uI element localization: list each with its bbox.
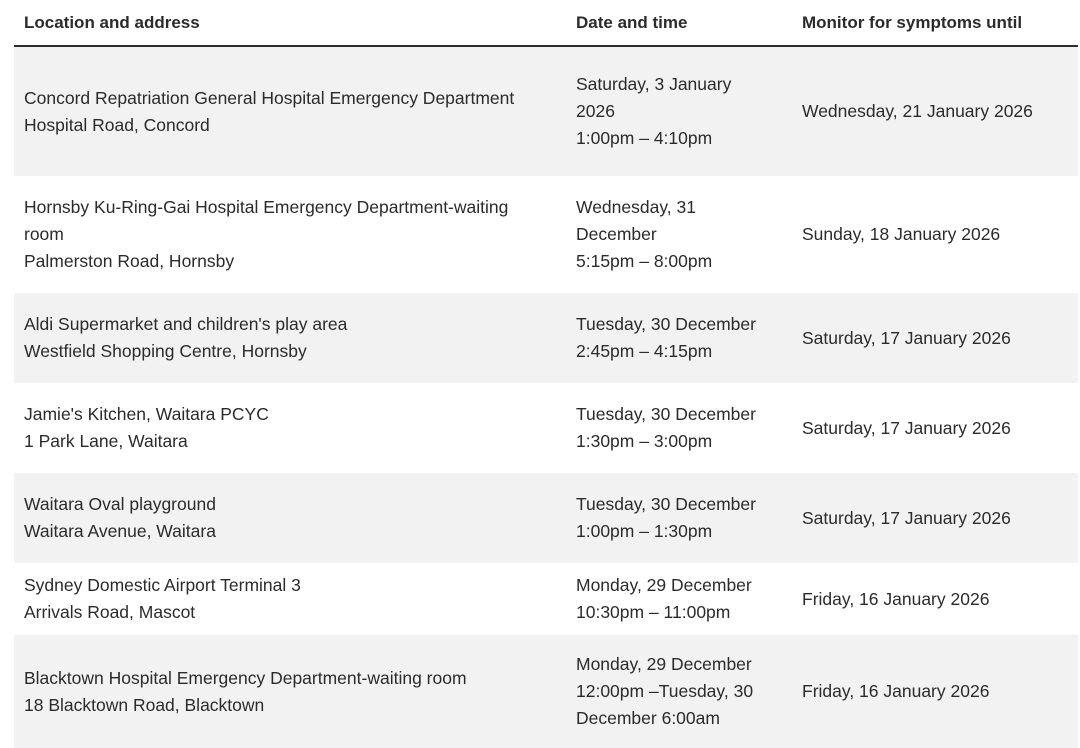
location-name: Concord Repatriation General Hospital Emergency Department — [24, 87, 515, 108]
location-cell — [14, 473, 566, 563]
date-time-cell — [566, 473, 792, 563]
date-line: December — [576, 224, 657, 244]
date-line: Monday, 29 December — [576, 654, 752, 674]
location-name: Waitara Oval playground — [24, 494, 216, 514]
location-address: Palmerston Road, Hornsby — [24, 251, 235, 271]
location-cell — [14, 635, 566, 748]
table-row — [14, 563, 1078, 635]
time-range: 1:00pm – 4:10pm — [576, 128, 713, 148]
date-line: Tuesday, 30 December — [576, 314, 756, 334]
location-address: Arrivals Road, Mascot — [24, 602, 196, 622]
table-row — [14, 635, 1078, 748]
location-address: 18 Blacktown Road, Blacktown — [24, 694, 265, 715]
location-cell — [14, 46, 566, 176]
date-time-cell — [566, 46, 792, 176]
date-line: Tuesday, 30 December — [576, 494, 756, 514]
time-range: 1:00pm – 1:30pm — [576, 521, 713, 541]
table-row — [14, 293, 1078, 383]
monitor-until-cell: Sunday, 18 January 2026 — [792, 176, 1078, 293]
date-line: Tuesday, 30 December — [576, 404, 756, 424]
location-cell — [14, 563, 566, 635]
date-time-cell — [566, 176, 792, 293]
date-time-cell — [566, 293, 792, 383]
location-cell — [14, 293, 566, 383]
time-range: 12:00pm –Tuesday, 30 — [576, 681, 754, 701]
location-name: Blacktown Hospital Emergency Department-waiting room — [24, 667, 467, 688]
date-time-cell — [566, 383, 792, 473]
date-time-cell — [566, 563, 792, 635]
location-cell — [14, 383, 566, 473]
time-range: 10:30pm – 11:00pm — [576, 602, 731, 622]
location-address: Hospital Road, Concord — [24, 114, 210, 135]
header-date-time: Date and time — [566, 0, 792, 46]
header-monitor-until: Monitor for symptoms until — [792, 0, 1078, 46]
location-address: Westfield Shopping Centre, Hornsby — [24, 341, 307, 361]
date-line: 2026 — [576, 101, 615, 121]
exposure-sites-table — [14, 0, 1078, 748]
monitor-until-cell: Saturday, 17 January 2026 — [792, 293, 1078, 383]
monitor-until-cell: Wednesday, 21 January 2026 — [792, 46, 1078, 176]
location-name: Jamie's Kitchen, Waitara PCYC — [24, 404, 269, 424]
monitor-until-cell: Saturday, 17 January 2026 — [792, 473, 1078, 563]
time-range: 5:15pm – 8:00pm — [576, 251, 713, 271]
date-line: Wednesday, 31 — [576, 197, 696, 217]
table-row — [14, 473, 1078, 563]
table-header — [14, 0, 1078, 46]
time-range: 2:45pm – 4:15pm — [576, 341, 713, 361]
table-row — [14, 46, 1078, 176]
table-body — [14, 46, 1078, 748]
monitor-until-cell: Friday, 16 January 2026 — [792, 563, 1078, 635]
location-name: Aldi Supermarket and children's play area — [24, 314, 348, 334]
location-cell — [14, 176, 566, 293]
date-line: Monday, 29 December — [576, 575, 752, 595]
location-address: Waitara Avenue, Waitara — [24, 521, 216, 541]
date-line: December 6:00am — [576, 708, 720, 728]
location-name: Sydney Domestic Airport Terminal 3 — [24, 575, 301, 595]
location-name: Hornsby Ku-Ring-Gai Hospital Emergency Department-waiting — [24, 197, 509, 217]
table-row — [14, 383, 1078, 473]
monitor-until-cell: Friday, 16 January 2026 — [792, 635, 1078, 748]
date-time-cell — [566, 635, 792, 748]
location-address: 1 Park Lane, Waitara — [24, 431, 188, 451]
location-name-continued: room — [24, 224, 64, 244]
monitor-until-cell: Saturday, 17 January 2026 — [792, 383, 1078, 473]
header-location: Location and address — [14, 0, 566, 46]
header-row — [14, 0, 1078, 46]
time-range: 1:30pm – 3:00pm — [576, 431, 713, 451]
date-line: Saturday, 3 January — [576, 74, 732, 94]
table-row — [14, 176, 1078, 293]
